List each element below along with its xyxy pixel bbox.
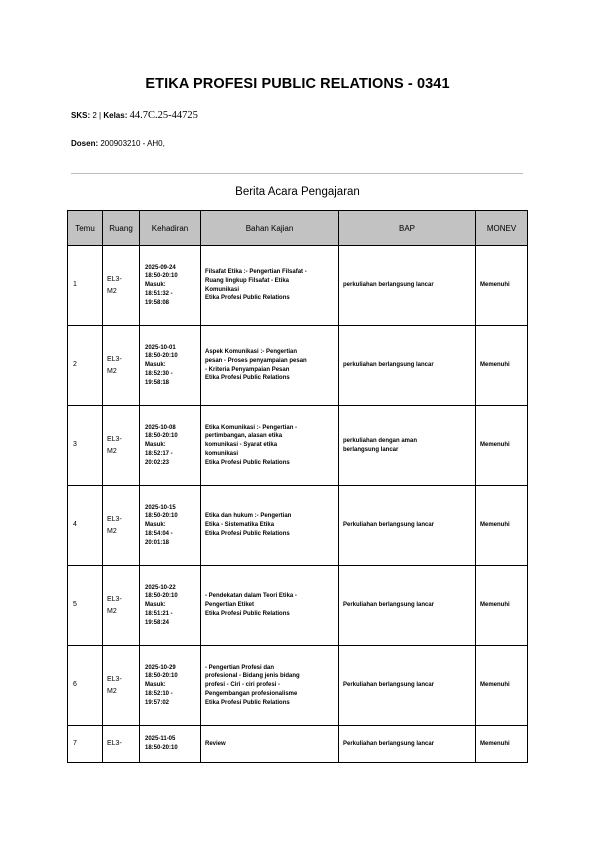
bahan-kajian-cell: Aspek Komunikasi :- Pengertian pesan - Proses penyampaian pesan - Kriteria Penyampaian Pesan Etika Profesi Public Relations	[201, 326, 339, 406]
table-row	[68, 646, 528, 726]
bap-cell: Perkuliahan berlangsung lancar	[339, 486, 476, 566]
kehadiran-cell: 2025-10-22 18:50-20:10 Masuk: 18:51:21 - 19:58:24	[140, 566, 201, 646]
ruang-cell: EL3- M2	[103, 326, 140, 406]
kehadiran-cell: 2025-11-05 18:50-20:10	[140, 726, 201, 763]
bap-cell: perkuliahan berlangsung lancar	[339, 246, 476, 326]
header-bahan-kajian: Bahan Kajian	[201, 211, 339, 246]
kelas-value: 44.7C.25-44725	[129, 110, 198, 121]
teaching-log-table	[67, 210, 528, 763]
bahan-kajian-cell: Review	[201, 726, 339, 763]
bap-cell: perkuliahan berlangsung lancar	[339, 326, 476, 406]
kehadiran-cell: 2025-10-08 18:50-20:10 Masuk: 18:52:17 - 20:02:23	[140, 406, 201, 486]
bahan-kajian-cell: Etika Komunikasi :- Pengertian - pertimbangan, alasan etika komunikasi - Syarat etika komunikasi Etika Profesi Public Relations	[201, 406, 339, 486]
meta-separator: |	[99, 111, 102, 120]
temu-cell: 7	[68, 726, 103, 763]
kelas-label: Kelas:	[103, 111, 128, 120]
bahan-kajian-cell: Etika dan hukum :- Pengertian Etika - Sistematika Etika Etika Profesi Public Relations	[201, 486, 339, 566]
bap-cell: Perkuliahan berlangsung lancar	[339, 646, 476, 726]
kehadiran-cell: 2025-10-15 18:50-20:10 Masuk: 18:54:04 - 20:01:18	[140, 486, 201, 566]
dosen-value: 200903210 - AH0,	[100, 139, 165, 148]
ruang-cell: EL3- M2	[103, 566, 140, 646]
monev-cell: Memenuhi	[476, 646, 528, 726]
table-row	[68, 246, 528, 326]
bahan-kajian-cell: - Pendekatan dalam Teori Etika - Pengertian Etiket Etika Profesi Public Relations	[201, 566, 339, 646]
bahan-kajian-cell: Filsafat Etika :- Pengertian Filsafat - Ruang lingkup Filsafat - Etika Komunikasi Etika Profesi Public Relations	[201, 246, 339, 326]
header-temu: Temu	[68, 211, 103, 246]
ruang-cell: EL3- M2	[103, 246, 140, 326]
sks-label: SKS:	[71, 111, 91, 120]
temu-cell: 5	[68, 566, 103, 646]
temu-cell: 4	[68, 486, 103, 566]
header-kehadiran: Kehadiran	[140, 211, 201, 246]
bahan-kajian-cell: - Pengertian Profesi dan profesional - Bidang jenis bidang profesi - Ciri - ciri profesi - Pengembangan profesionalisme Etika Profesi Public Relations	[201, 646, 339, 726]
sks-value: 2	[92, 111, 97, 120]
monev-cell: Memenuhi	[476, 246, 528, 326]
ruang-cell: EL3- M2	[103, 486, 140, 566]
monev-cell: Memenuhi	[476, 566, 528, 646]
kehadiran-cell: 2025-09-24 18:50-20:10 Masuk: 18:51:32 - 19:58:08	[140, 246, 201, 326]
temu-cell: 6	[68, 646, 103, 726]
table-row	[68, 486, 528, 566]
header-bap: BAP	[339, 211, 476, 246]
temu-cell: 1	[68, 246, 103, 326]
course-meta	[71, 110, 198, 121]
table-row	[68, 326, 528, 406]
kehadiran-cell: 2025-10-01 18:50-20:10 Masuk: 18:52:30 - 19:58:18	[140, 326, 201, 406]
bap-cell: Perkuliahan berlangsung lancar	[339, 726, 476, 763]
bap-cell: Perkuliahan berlangsung lancar	[339, 566, 476, 646]
temu-cell: 2	[68, 326, 103, 406]
monev-cell: Memenuhi	[476, 326, 528, 406]
ruang-cell: EL3-	[103, 726, 140, 763]
dosen-label: Dosen:	[71, 139, 99, 148]
monev-cell: Memenuhi	[476, 486, 528, 566]
table-header-row	[68, 211, 528, 246]
table-row	[68, 566, 528, 646]
divider	[71, 173, 523, 174]
table-row	[68, 726, 528, 763]
temu-cell: 3	[68, 406, 103, 486]
monev-cell: Memenuhi	[476, 726, 528, 763]
section-title: Berita Acara Pengajaran	[235, 186, 360, 198]
header-ruang: Ruang	[103, 211, 140, 246]
table-row	[68, 406, 528, 486]
lecturer-meta	[71, 139, 165, 148]
bap-cell: perkuliahan dengan aman berlangsung lancar	[339, 406, 476, 486]
document-title: ETIKA PROFESI PUBLIC RELATIONS - 0341	[145, 76, 450, 92]
ruang-cell: EL3- M2	[103, 406, 140, 486]
kehadiran-cell: 2025-10-29 18:50-20:10 Masuk: 18:52:10 - 19:57:02	[140, 646, 201, 726]
ruang-cell: EL3- M2	[103, 646, 140, 726]
header-monev: MONEV	[476, 211, 528, 246]
monev-cell: Memenuhi	[476, 406, 528, 486]
